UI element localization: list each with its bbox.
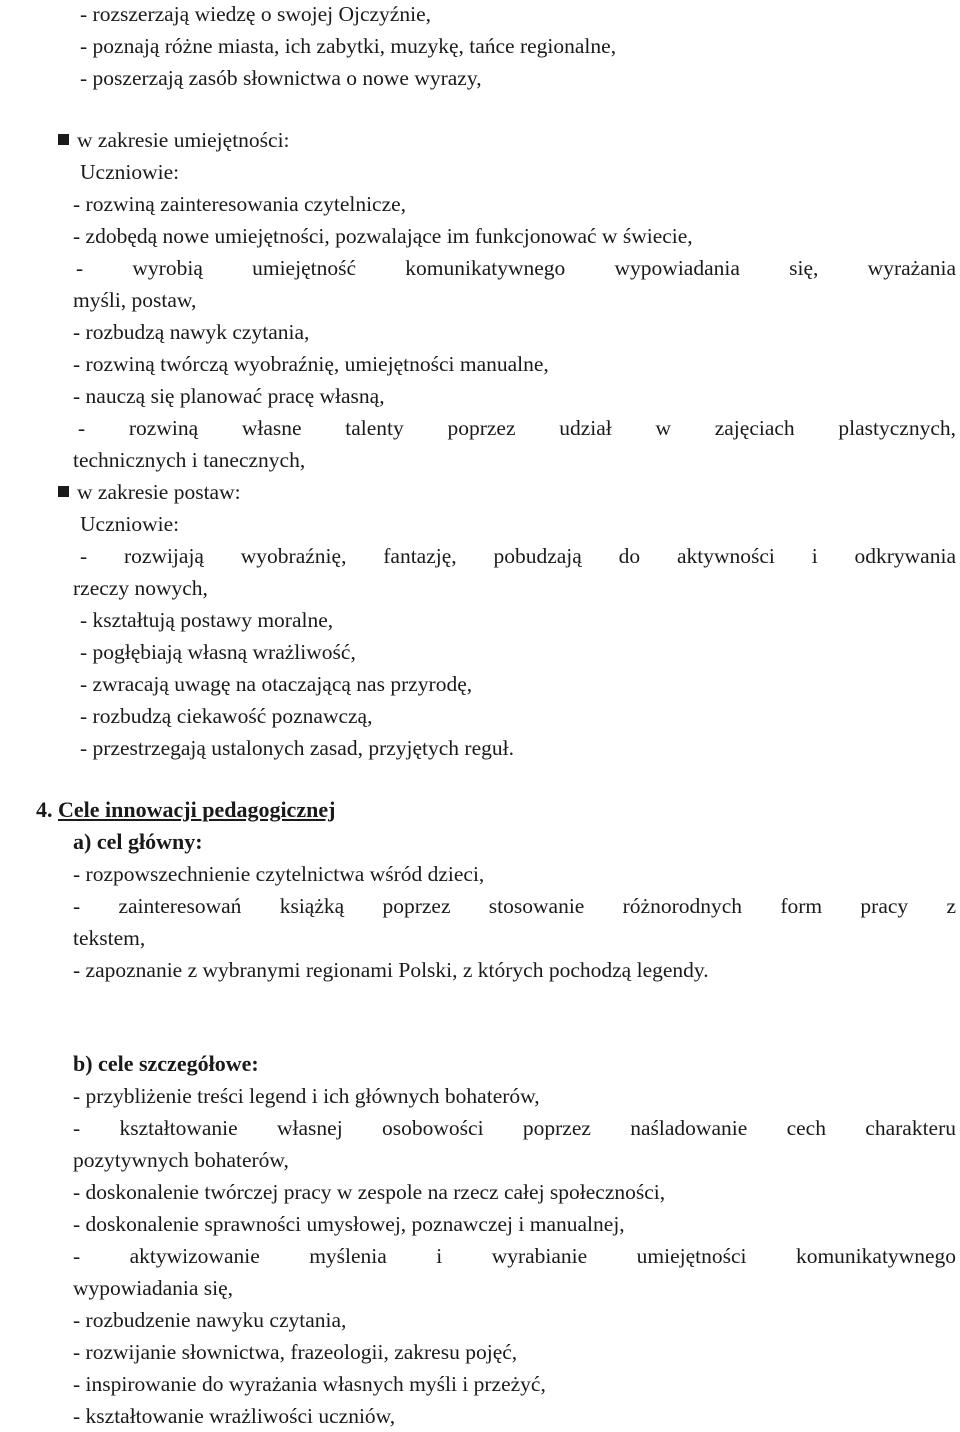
list-item: - rozwijają wyobraźnię, fantazję, pobudzają do aktywności i odkrywania [80, 544, 956, 568]
list-item: tekstem, [73, 926, 146, 950]
list-item: - rozbudzenie nawyku czytania, [73, 1308, 347, 1332]
list-item: - inspirowanie do wyrażania własnych myśli i przeżyć, [73, 1372, 546, 1396]
list-item: myśli, postaw, [73, 288, 197, 312]
list-item: - rozbudzą ciekawość poznawczą, [80, 704, 373, 728]
list-item: - kształtują postawy moralne, [80, 608, 334, 632]
list-item: pozytywnych bohaterów, [73, 1148, 289, 1172]
list-item: rzeczy nowych, [73, 576, 208, 600]
specific-goals-heading: b) cele szczegółowe: [73, 1051, 259, 1076]
list-item: - poszerzają zasób słownictwa o nowe wyrazy, [80, 66, 482, 90]
section-title-text: Cele innowacji pedagogicznej [58, 797, 336, 822]
square-bullet-icon [58, 134, 69, 145]
list-item: - nauczą się planować pracę własną, [73, 384, 385, 408]
list-item: - rozszerzają wiedzę o swojej Ojczyźnie, [80, 2, 431, 26]
students-label: Uczniowie: [80, 160, 180, 184]
list-item: technicznych i tanecznych, [73, 448, 306, 472]
skills-heading [58, 126, 956, 154]
list-item: - zwracają uwagę na otaczającą nas przyrodę, [80, 672, 473, 696]
section-title [36, 796, 956, 824]
list-item: - zapoznanie z wybranymi regionami Polski, z których pochodzą legendy. [73, 958, 709, 982]
list-item: - rozwiną zainteresowania czytelnicze, [73, 192, 407, 216]
attitudes-heading-text: w zakresie postaw: [77, 480, 241, 504]
list-item: - przybliżenie treści legend i ich głównych bohaterów, [73, 1084, 540, 1108]
list-item: - doskonalenie sprawności umysłowej, poznawczej i manualnej, [73, 1212, 625, 1236]
list-item: - zdobędą nowe umiejętności, pozwalające im funkcjonować w świecie, [73, 224, 693, 248]
list-item: - rozbudzą nawyk czytania, [73, 320, 310, 344]
list-item: - zainteresowań książką poprzez stosowanie różnorodnych form pracy z [73, 894, 956, 918]
list-item: - wyrobią umiejętność komunikatywnego wypowiadania się, wyrażania [76, 256, 956, 280]
list-item: - kształtowanie wrażliwości uczniów, [73, 1404, 396, 1428]
skills-heading-text: w zakresie umiejętności: [77, 128, 290, 152]
main-goal-heading: a) cel główny: [73, 829, 203, 854]
students-label: Uczniowie: [80, 512, 180, 536]
list-item: - rozwiną twórczą wyobraźnię, umiejętności manualne, [73, 352, 549, 376]
list-item: - poznają różne miasta, ich zabytki, muzykę, tańce regionalne, [80, 34, 617, 58]
square-bullet-icon [58, 486, 69, 497]
list-item: - rozpowszechnienie czytelnictwa wśród dzieci, [73, 862, 485, 886]
list-item: - doskonalenie twórczej pracy w zespole na rzecz całej społeczności, [73, 1180, 666, 1204]
list-item: - aktywizowanie myślenia i wyrabianie umiejętności komunikatywnego [73, 1244, 956, 1268]
list-item: - przestrzegają ustalonych zasad, przyjętych reguł. [80, 736, 514, 760]
list-item: - rozwiną własne talenty poprzez udział w zajęciach plastycznych, [78, 416, 956, 440]
attitudes-heading [58, 478, 956, 506]
list-item: - rozwijanie słownictwa, frazeologii, zakresu pojęć, [73, 1340, 518, 1364]
section-number: 4. [36, 797, 53, 822]
list-item: - kształtowanie własnej osobowości poprzez naśladowanie cech charakteru [73, 1116, 956, 1140]
list-item: - pogłębiają własną wrażliwość, [80, 640, 356, 664]
list-item: wypowiadania się, [73, 1276, 234, 1300]
